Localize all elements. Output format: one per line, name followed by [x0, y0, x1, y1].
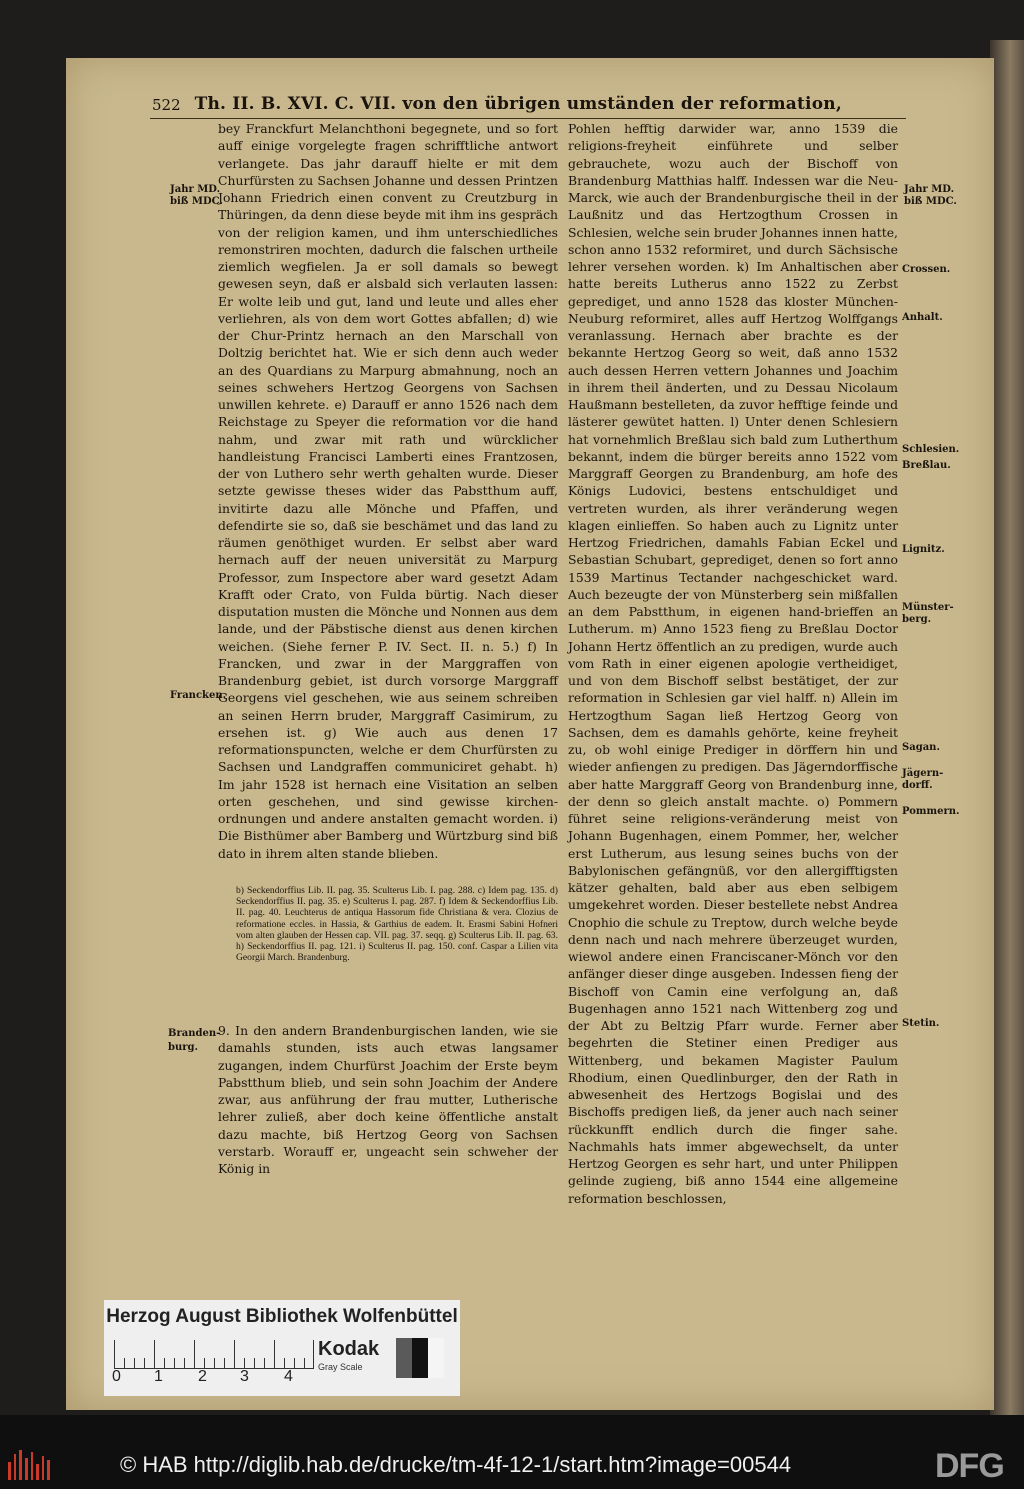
ruler-number: 2 — [198, 1368, 207, 1385]
margin-note-right: dorff. — [902, 780, 933, 791]
margin-note-left: biß MDC. — [170, 196, 223, 207]
margin-note-right: biß MDC. — [904, 196, 957, 207]
margin-note-right: Lignitz. — [902, 544, 945, 555]
header-rule — [150, 118, 906, 119]
margin-note-left: Branden- — [168, 1028, 221, 1039]
library-name: Herzog August Bibliothek Wolfenbüttel — [106, 1306, 458, 1327]
ruler-number: 3 — [240, 1368, 249, 1385]
running-title: Th. II. B. XVI. C. VII. von den übrigen umständen der reformation, — [194, 94, 842, 114]
page-header — [152, 92, 904, 114]
left-paragraph: bey Franckfurt Melanchthoni begegnete, und so fort auff einige vorgelegte fragen schrifftliche antwort verlangete. Das jahr darauff hielte er mit dem Churfürsten zu Sachsen Johanne und dessen Printzen Johann Friedrich einen convent zu Creutzburg in Thüringen, da denn diese beyde mit ihm ins gespräch von der religion kamen, und ihm unterschiedliches remonstriren mochten, dadurch die falschen urtheile ziemlich wegfielen. Ja er soll damals so bewegt gewesen seyn, daß er alsbald sich verlauten lassen: Er wolte leib und gut, land und leute und alles eher verliehren, als von dem wort Gottes abfallen; d) wie der Chur-Printz hernach an den Marschall von Doltzig berichtet hat. Wie er sich denn auch weder an des Quardians zu Marpurg abmahnung, noch an seines schwehers Hertzog Georgens von Sachsen unwillen kehrete. e) Darauff er anno 1526 nach dem Reichstage zu Speyer die reformation vor die hand nahm, und zwar mit rath und würcklicher handleistung Francisci Lamberti eines Frantzosen, der von Luthero sehr werth gehalten wurde. Dieser setzte gewisse theses wider das Pabstthum auff, invitirte dazu alle Mönche und Pfaffen, und defendirte sie so, daß sie beschämet und das land zu räumen genöthiget wurden. Er selbst aber ward hernach auff der neuen universität zu Marpurg Professor, zum Inspectore aber ward gesetzt Adam Krafft oder Crato, von Fulda bürtig. Nach dieser disputation musten die Mönche und Nonnen aus dem lande, und der Päbstische dienst aus denen kirchen weichen. (Siehe ferner P. IV. Sect. II. n. 5.) f) In Francken, und zwar in der Marggraffen von Brandenburg gebiet, ist durch vorsorge Marggraff Georgens viel geschehen, wie aus seinem schreiben an seinen Herrn bruder, Marggraff Casimirum, zu ersehen ist. g) Wie auch aus denen 17 reformationspuncten, welche er dem Churfürsten zu Sachsen und Landgraffen communiciret gehabt. h) Im jahr 1528 ist hernach eine Visitation an selben orten geschehen, und sind gewisse kirchen-ordnungen und andere anstalten gemacht worden. i) Die Bisthümer aber Bamberg und Würtzburg sind biß dato in ihrem alten stande blieben. — [218, 121, 558, 861]
ruler-number: 4 — [284, 1368, 293, 1385]
hab-logo-icon — [8, 1450, 50, 1480]
margin-note-right: Schlesien. — [902, 444, 960, 455]
margin-note-left: Francken. — [170, 690, 227, 701]
ruler-number: 0 — [112, 1368, 121, 1385]
margin-note-right: Pommern. — [902, 806, 960, 817]
margin-note-right: Anhalt. — [902, 312, 943, 323]
margin-note-right: Sagan. — [902, 742, 940, 753]
right-column — [568, 120, 898, 1207]
right-paragraph: Pohlen hefftig darwider war, anno 1539 die religions-freyheit einführete und selber gebrauchete, wozu auch der Bischoff von Brandenburg Matthias halff. Indessen war die Neu-Marck, wie auch der Brandenburgische theil in der Laußnitz und das Hertzogthum Crossen in Schlesien, welche sein bruder Johannes innen hatte, schon anno 1532 reformiret, und durch Sächsische lehrer versehen worden. k) Im Anhaltischen aber hatte bereits Lutherus anno 1522 zu Zerbst geprediget, und anno 1528 das kloster München-Neuburg reformiret, alles auff Hertzog Wolffgangs veranlassung. Hernach aber brachte es der bekannte Hertzog Georg so weit, daß anno 1532 auch dessen Herren vettern Johannes und Joachim in ihrem theil änderten, und zu Dessau Nicolaum Haußmann bestelleten, da zuvor hefftige feinde und lästerer gewütet hatten. l) Unter denen Schlesiern hat vornehmlich Breßlau sich bald zum Lutherthum bekannt, indem die bürger bereits anno 1522 vom Marggraff Georgen zu Brandenburg, am hofe des Königs Ludovici, bestens entschuldiget und vertreten wurden, als ihrer veränderung wegen klagen einlieffen. So haben auch zu Lignitz unter Hertzog Friedrichen, damahls Fabian Eckel und Sebastian Schubart, geprediget, denen so fort anno 1539 Martinus Tectander nachgeschicket ward. Auch bezeugte der von Münsterberg sein mißfallen an dem Pabstthum, in eigenen hand-brieffen an Lutherum. m) Anno 1523 fieng zu Breßlau Doctor Johann Hertz öffentlich an zu predigen, wurde auch vom Rath in einer eigenen apologie vertheidiget, und von dem Bischoff selbst bestätiget, der zur reformation in Schlesien gar viel halff. n) Allein im Hertzogthum Sagan ließ Hertzog Georg von Sachsen, dem es damahls gehörte, keine freyheit zu, ob wohl einige Prediger in dörffern hin und wieder anfiengen zu predigen. Das Jägerndorffische aber hatte Marggraff Georg von Brandenburg inne, der denn so gleich anstalt machte. o) Pommern führet seine religions-veränderung meist von Johann Bugenhagen, einem Pommer, her, welcher erst Lutherum, aus lesung seines buchs von der Babylonischen gefängnüß, vor den allergifftigsten kätzer gehalten, bald aber aus eben selbigem umgekehret worden. Dieser bestellete nebst Andrea Cnophio die schule zu Treptow, durch welche beyde denn nach und nach mehrere überzeuget wurden, wiewol andere einen Franciscaner-Mönch vor den anfänger dieser dinge ausgeben. Indessen fieng der Bischoff von Camin eine verfolgung an, daß Bugenhagen anno 1521 nach Wittenberg zog und der Abt zu Beltzig Pfarr wurde. Ferner aber begehrten die Stetiner einen Prediger aus Wittenberg, und bekamen Magister Paulum Rhodium, einen Quedlinburger, den der Rath in abwesenheit des Hertzogs Bogislai und des Bischoffs predigen ließ, da jener auch nach seiner rückkunfft endlich durch die finger sahe. Nachmahls hats immer abgewechselt, da unter Hertzog Georgen es sehr hart, und unter Philippen gelinde zugieng, biß anno 1544 eine allgemeine reformation beschlossen, — [568, 121, 898, 1206]
footnotes: b) Seckendorffius Lib. II. pag. 35. Sculterus Lib. I. pag. 288. c) Idem pag. 135. d) Seckendorffius II. pag. 35. e) Sculterus I. pag. 287. f) Idem & Seckendorffius Lib. II. pag. 40. Leuchterus de antiqua Hassorum fide Christiana & vera. Clozius de reformatione eccles. in Hassia, & Garthius de eadem. It. Erasmi Sabini Hofneri vom alten glauben der Hessen cap. VII. pag. 37. seqq. g) Sculterus Lib. II. pag. 63. h) Seckendorffius II. pag. 121. i) Sculterus II. pag. 150. conf. Caspar a Lilien vita Georgii March. Brandenburg. — [236, 885, 558, 964]
margin-note-left: burg. — [168, 1042, 199, 1053]
margin-note-right: Breßlau. — [902, 460, 951, 471]
margin-note-right: Crossen. — [902, 264, 951, 275]
ruler — [114, 1340, 314, 1369]
margin-note-right: Münster- — [902, 602, 954, 613]
kodak-label: Kodak — [318, 1338, 380, 1360]
left-column — [218, 120, 558, 862]
footer-url[interactable]: © HAB http://diglib.hab.de/drucke/tm-4f-12-1/start.htm?image=00544 — [120, 1452, 792, 1477]
margin-note-right: Jahr MD. — [904, 184, 955, 195]
margin-note-right: Stetin. — [902, 1018, 940, 1029]
dfg-logo: DFG — [935, 1447, 1004, 1485]
margin-note-right: berg. — [902, 614, 932, 625]
margin-note-right: Jägern- — [902, 768, 944, 779]
ruler-number: 1 — [154, 1368, 163, 1385]
gray-swatches — [396, 1338, 444, 1378]
left-paragraph-9: 9. In den andern Brandenburgischen landen, wie sie damahls stunden, ists auch etwas langsamer zugangen, indem Churfürst Joachim der Erste beym Pabstthum blieb, und sein sohn Joachim der Andere zwar, aus anführung der frau mutter, Lutherische lehrer zuließ, aber doch keine öffentliche anstalt dazu machte, biß Hertzog Georg von Sachsen verstarb. Worauff er, ungeacht sein schweher der König in — [218, 1023, 558, 1176]
margin-note-left: Jahr MD. — [170, 184, 221, 195]
color-scale-card — [104, 1300, 460, 1396]
adjacent-page-edge — [990, 40, 1024, 1415]
gray-scale-label: Gray Scale — [318, 1362, 363, 1372]
page-number: 522 — [152, 96, 181, 114]
